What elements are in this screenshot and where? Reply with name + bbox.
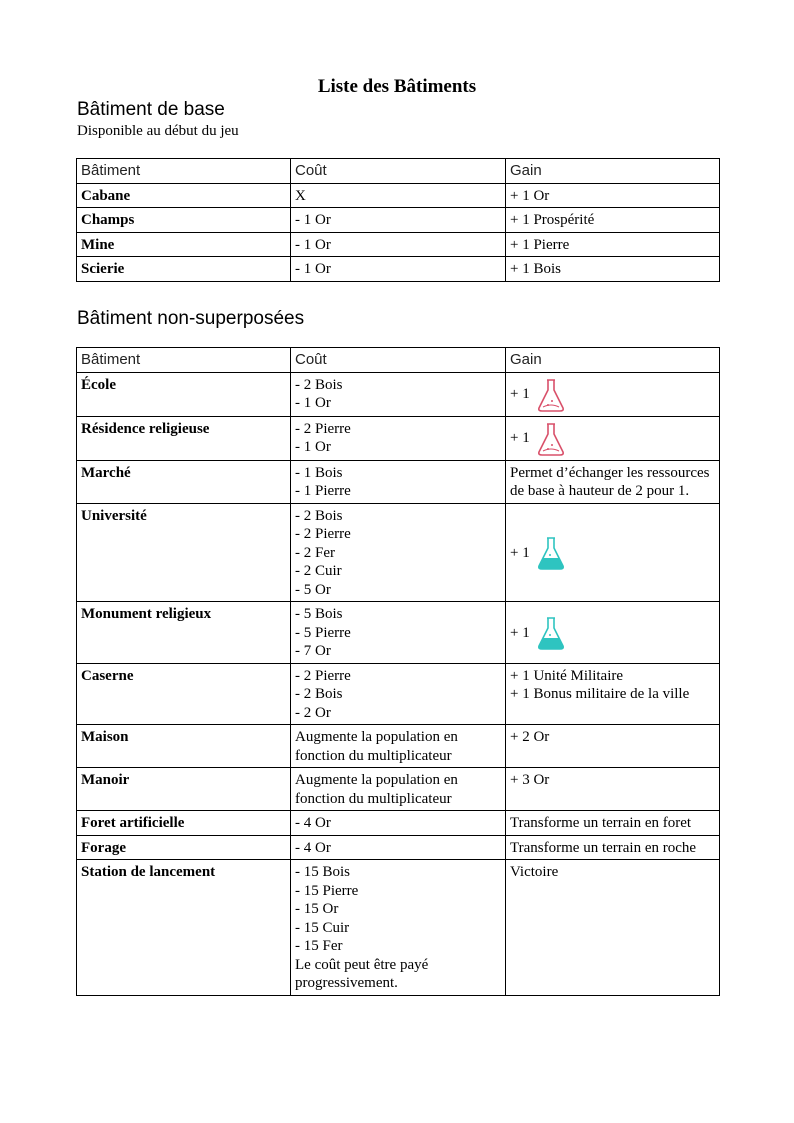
- table-row: [77, 811, 720, 836]
- building-name: Scierie: [77, 257, 291, 282]
- table-header-row: [77, 348, 720, 373]
- header-gain: Gain: [506, 348, 720, 373]
- building-cost: [291, 416, 506, 460]
- non-stacked-buildings-table: [76, 347, 720, 996]
- building-name: Cabane: [77, 183, 291, 208]
- building-cost: Augmente la population en fonction du multiplicateur: [291, 768, 506, 811]
- header-building: Bâtiment: [77, 348, 291, 373]
- building-gain: + 2 Or: [506, 725, 720, 768]
- building-gain: [506, 372, 720, 416]
- cost-line: - 7 Or: [295, 643, 331, 659]
- flask-red-icon: [536, 377, 566, 413]
- cost-line: - 15 Bois: [295, 864, 351, 880]
- table-row: [77, 663, 720, 725]
- building-cost: [291, 460, 506, 503]
- document-title: Liste des Bâtiments: [317, 76, 477, 97]
- table-row: [77, 208, 720, 233]
- table-row: [77, 183, 720, 208]
- building-name: Mine: [77, 232, 291, 257]
- building-cost: [291, 860, 506, 996]
- building-cost: Augmente la population en fonction du multiplicateur: [291, 725, 506, 768]
- building-gain: [506, 416, 720, 460]
- building-cost: - 1 Or: [291, 257, 506, 282]
- cost-line: - 1 Pierre: [295, 483, 351, 499]
- gain-value: + 1: [510, 544, 530, 561]
- cost-line: - 2 Cuir: [295, 563, 342, 579]
- table-row: [77, 416, 720, 460]
- cost-line: - 2 Pierre: [295, 667, 351, 684]
- building-name: Caserne: [77, 663, 291, 725]
- building-gain: [506, 602, 720, 664]
- building-cost: - 1 Or: [291, 232, 506, 257]
- cost-note: Le coût peut être payé progressivement.: [295, 956, 429, 991]
- building-cost: - 4 Or: [291, 811, 506, 836]
- table-row: [77, 725, 720, 768]
- section-heading-base: Bâtiment de base: [77, 99, 225, 120]
- building-name: Monument religieux: [77, 602, 291, 664]
- building-name: École: [77, 372, 291, 416]
- cost-line: - 2 Bois: [295, 507, 343, 524]
- cost-line: - 15 Fer: [295, 938, 343, 954]
- base-buildings-table: [76, 158, 720, 282]
- building-cost: [291, 663, 506, 725]
- cost-line: - 1 Bois: [295, 464, 343, 481]
- building-gain: + 1 Bois: [506, 257, 720, 282]
- flask-red-icon: [536, 421, 566, 457]
- cost-line: - 2 Bois: [295, 686, 343, 702]
- table-row: [77, 257, 720, 282]
- cost-line: - 15 Pierre: [295, 882, 359, 899]
- header-cost: Coût: [291, 159, 506, 184]
- cost-line: - 1 Or: [295, 439, 331, 455]
- building-gain: Transforme un terrain en foret: [506, 811, 720, 836]
- building-gain: + 1 Pierre: [506, 232, 720, 257]
- header-gain: Gain: [506, 159, 720, 184]
- building-gain: [506, 503, 720, 602]
- cost-line: - 5 Or: [295, 581, 331, 598]
- building-cost: - 4 Or: [291, 835, 506, 860]
- building-gain: + 1 Or: [506, 183, 720, 208]
- cost-line: - 2 Bois: [295, 376, 343, 393]
- building-cost: - 1 Or: [291, 208, 506, 233]
- building-name: Station de lancement: [77, 860, 291, 996]
- gain-value: + 1: [510, 430, 530, 447]
- table-row: [77, 460, 720, 503]
- gain-value: + 1: [510, 386, 530, 403]
- header-cost: Coût: [291, 348, 506, 373]
- building-gain: Permet d’échanger les ressources de base à hauteur de 2 pour 1.: [506, 460, 720, 503]
- cost-line: - 1 Or: [295, 395, 331, 411]
- cost-line: - 2 Fer: [295, 544, 335, 561]
- table-row: [77, 835, 720, 860]
- table-row: [77, 768, 720, 811]
- cost-line: - 5 Bois: [295, 606, 343, 622]
- flask-teal-icon: [536, 615, 566, 651]
- building-name: Foret artificielle: [77, 811, 291, 836]
- building-name: Manoir: [77, 768, 291, 811]
- cost-line: - 2 Pierre: [295, 420, 351, 437]
- building-name: Forage: [77, 835, 291, 860]
- building-name: Champs: [77, 208, 291, 233]
- building-cost: [291, 372, 506, 416]
- building-gain: + 1 Prospérité: [506, 208, 720, 233]
- gain-line: + 1 Bonus militaire de la ville: [510, 686, 690, 702]
- building-gain: + 3 Or: [506, 768, 720, 811]
- table-row: [77, 232, 720, 257]
- flask-teal-icon: [536, 535, 566, 571]
- cost-line: - 2 Pierre: [295, 526, 351, 542]
- building-name: Université: [77, 503, 291, 602]
- building-name: Résidence religieuse: [77, 416, 291, 460]
- table-row: [77, 602, 720, 664]
- gain-line: + 1 Unité Militaire: [510, 667, 624, 684]
- building-cost: [291, 503, 506, 602]
- cost-line: - 15 Or: [295, 901, 339, 917]
- cost-line: - 2 Or: [295, 704, 331, 721]
- building-gain: Victoire: [506, 860, 720, 996]
- section-heading-non-stacked: Bâtiment non-superposées: [77, 308, 305, 329]
- gain-value: + 1: [510, 624, 530, 641]
- table-row: [77, 372, 720, 416]
- building-gain: Transforme un terrain en roche: [506, 835, 720, 860]
- building-name: Marché: [77, 460, 291, 503]
- table-row: [77, 860, 720, 996]
- cost-line: - 5 Pierre: [295, 624, 351, 641]
- building-name: Maison: [77, 725, 291, 768]
- building-cost: X: [291, 183, 506, 208]
- cost-line: - 15 Cuir: [295, 919, 350, 936]
- section-subtitle-base: Disponible au début du jeu: [77, 123, 239, 139]
- building-gain: [506, 663, 720, 725]
- table-header-row: [77, 159, 720, 184]
- building-cost: [291, 602, 506, 664]
- header-building: Bâtiment: [77, 159, 291, 184]
- table-row: [77, 503, 720, 602]
